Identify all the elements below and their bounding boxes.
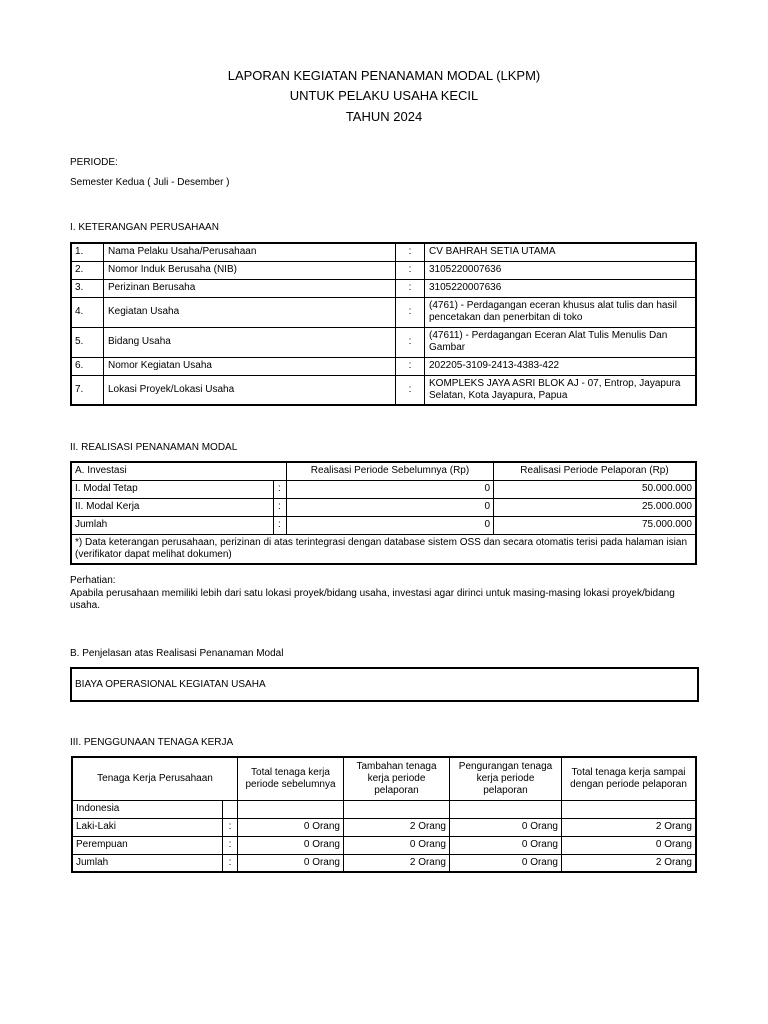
investment-row [71, 498, 696, 516]
investment-colon: : [274, 498, 287, 516]
labor-row [72, 836, 696, 854]
labor-colon: : [223, 818, 238, 836]
row-value: 3105220007636 [425, 261, 697, 279]
row-value: (4761) - Perdagangan eceran khusus alat tulis dan hasil pencetakan dan penerbitan di toko [425, 297, 697, 327]
labor-sub: 0 Orang [450, 854, 562, 872]
row-colon: : [396, 261, 425, 279]
labor-add: 2 Orang [344, 854, 450, 872]
company-row [71, 261, 696, 279]
labor-colon: : [223, 854, 238, 872]
investment-curr: 75.000.000 [494, 516, 697, 534]
labor-colon: : [223, 836, 238, 854]
section-b-title: B. Penjelasan atas Realisasi Penanaman Modal [70, 648, 284, 659]
labor-prev: 0 Orang [238, 818, 344, 836]
row-label: Nama Pelaku Usaha/Perusahaan [104, 243, 396, 261]
labor-label: Perempuan [72, 836, 223, 854]
investment-label: I. Modal Tetap [71, 480, 274, 498]
labor-add: 0 Orang [344, 836, 450, 854]
report-title: LAPORAN KEGIATAN PENANAMAN MODAL (LKPM) [227, 68, 541, 83]
investment-prev: 0 [287, 498, 494, 516]
row-colon: : [396, 357, 425, 375]
row-colon: : [396, 327, 425, 357]
company-info-table [70, 242, 697, 406]
labor-prev: 0 Orang [238, 854, 344, 872]
section-1-title: I. KETERANGAN PERUSAHAAN [70, 222, 219, 233]
row-colon: : [396, 279, 425, 297]
row-label: Perizinan Berusaha [104, 279, 396, 297]
investment-curr: 50.000.000 [494, 480, 697, 498]
empty-cell [450, 800, 562, 818]
labor-sub: 0 Orang [450, 818, 562, 836]
labor-row [72, 854, 696, 872]
perhatian-label: Perhatian: [70, 575, 116, 586]
labor-row [72, 818, 696, 836]
investment-row [71, 480, 696, 498]
labor-group-row [72, 800, 696, 818]
row-colon: : [396, 375, 425, 405]
perhatian-text: Apabila perusahaan memiliki lebih dari satu lokasi proyek/bidang usaha, investasi agar dirinci untuk masing-masing lokasi proyek/bidang usaha. [70, 588, 675, 611]
investment-header-prev: Realisasi Periode Sebelumnya (Rp) [287, 462, 494, 480]
investment-prev: 0 [287, 516, 494, 534]
row-number: 6. [71, 357, 104, 375]
investment-label: Jumlah [71, 516, 274, 534]
labor-prev: 0 Orang [238, 836, 344, 854]
row-colon: : [396, 243, 425, 261]
row-value: KOMPLEKS JAYA ASRI BLOK AJ - 07, Entrop, Jayapura Selatan, Kota Jayapura, Papua [425, 375, 697, 405]
investment-footnote-row [71, 534, 696, 564]
periode-label: PERIODE: [70, 157, 118, 168]
row-value: (47611) - Perdagangan Eceran Alat Tulis Menulis Dan Gambar [425, 327, 697, 357]
investment-footnote: *) Data keterangan perusahaan, perizinan di atas terintegrasi dengan database sistem OSS dan secara otomatis terisi pada halaman isian (verifikator dapat melihat dokumen) [71, 534, 696, 564]
labor-add: 2 Orang [344, 818, 450, 836]
empty-cell [238, 800, 344, 818]
company-row [71, 297, 696, 327]
row-value: 3105220007636 [425, 279, 697, 297]
realization-explanation: BIAYA OPERASIONAL KEGIATAN USAHA [70, 667, 699, 702]
row-label: Nomor Induk Berusaha (NIB) [104, 261, 396, 279]
investment-header-row [71, 462, 696, 480]
investment-prev: 0 [287, 480, 494, 498]
section-2-title: II. REALISASI PENANAMAN MODAL [70, 442, 238, 453]
row-number: 7. [71, 375, 104, 405]
report-subtitle: UNTUK PELAKU USAHA KECIL [289, 88, 479, 103]
empty-cell [344, 800, 450, 818]
row-number: 5. [71, 327, 104, 357]
labor-table [71, 756, 697, 873]
labor-header-prev: Total tenaga kerja periode sebelumnya [238, 757, 344, 800]
labor-total: 2 Orang [562, 818, 697, 836]
labor-header-sub: Pengurangan tenaga kerja periode pelaporan [450, 757, 562, 800]
empty-cell [223, 800, 238, 818]
company-row [71, 279, 696, 297]
row-label: Bidang Usaha [104, 327, 396, 357]
labor-total: 0 Orang [562, 836, 697, 854]
company-row [71, 243, 696, 261]
labor-header-category: Tenaga Kerja Perusahaan [72, 757, 238, 800]
report-year: TAHUN 2024 [345, 109, 423, 124]
row-label: Lokasi Proyek/Lokasi Usaha [104, 375, 396, 405]
labor-label: Laki-Laki [72, 818, 223, 836]
company-row [71, 375, 696, 405]
labor-group-label: Indonesia [72, 800, 223, 818]
labor-header-row [72, 757, 696, 800]
investment-label: II. Modal Kerja [71, 498, 274, 516]
investment-curr: 25.000.000 [494, 498, 697, 516]
company-row [71, 357, 696, 375]
row-value: 202205-3109-2413-4383-422 [425, 357, 697, 375]
company-row [71, 327, 696, 357]
labor-header-add: Tambahan tenaga kerja periode pelaporan [344, 757, 450, 800]
row-label: Nomor Kegiatan Usaha [104, 357, 396, 375]
row-label: Kegiatan Usaha [104, 297, 396, 327]
labor-label: Jumlah [72, 854, 223, 872]
investment-colon: : [274, 516, 287, 534]
labor-sub: 0 Orang [450, 836, 562, 854]
row-colon: : [396, 297, 425, 327]
row-number: 1. [71, 243, 104, 261]
investment-table [70, 461, 697, 565]
investment-row [71, 516, 696, 534]
section-3-title: III. PENGGUNAAN TENAGA KERJA [70, 737, 234, 748]
row-number: 2. [71, 261, 104, 279]
empty-cell [562, 800, 697, 818]
labor-total: 2 Orang [562, 854, 697, 872]
periode-value: Semester Kedua ( Juli - Desember ) [70, 177, 230, 188]
investment-header-label: A. Investasi [71, 462, 287, 480]
investment-header-curr: Realisasi Periode Pelaporan (Rp) [494, 462, 697, 480]
investment-colon: : [274, 480, 287, 498]
row-number: 4. [71, 297, 104, 327]
labor-header-total: Total tenaga kerja sampai dengan periode pelaporan [562, 757, 697, 800]
row-number: 3. [71, 279, 104, 297]
row-value: CV BAHRAH SETIA UTAMA [425, 243, 697, 261]
